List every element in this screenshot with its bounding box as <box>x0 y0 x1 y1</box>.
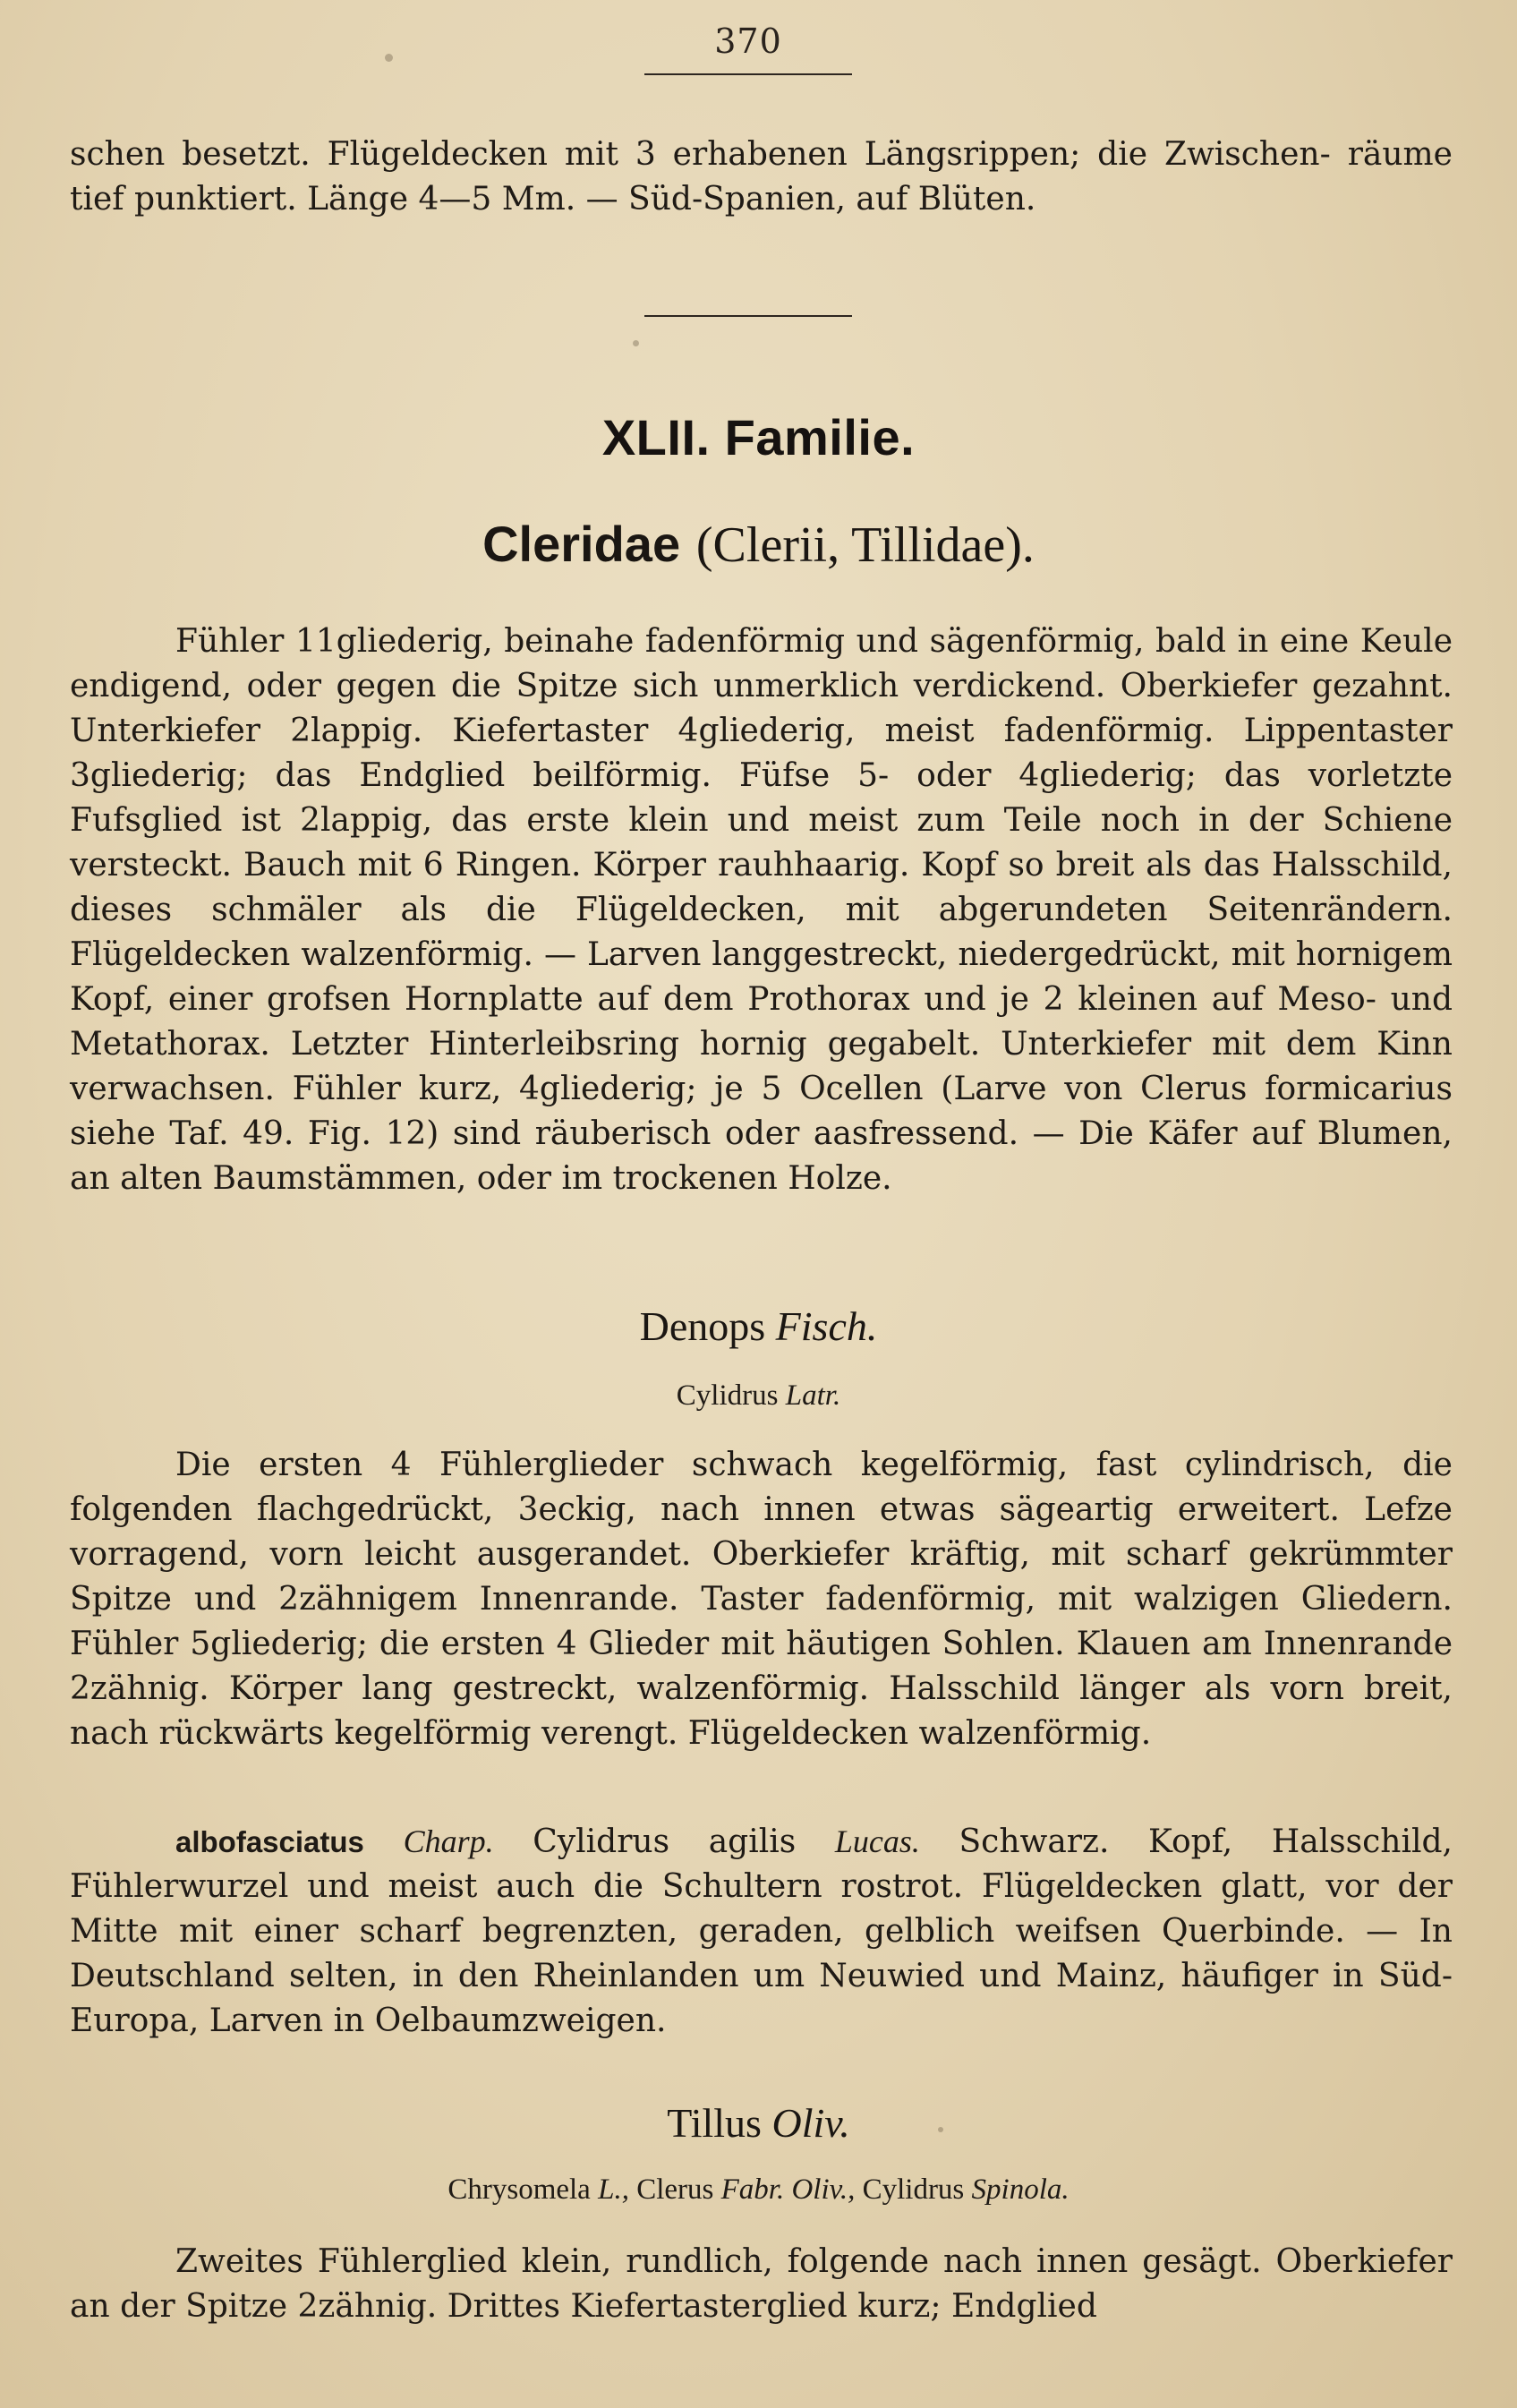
header-rule <box>644 73 852 75</box>
synonym-author: L., <box>598 2173 629 2206</box>
species-synonym: Cylidrus agilis <box>533 1823 797 1860</box>
genus-synonyms-denops <box>0 1379 1517 1413</box>
section-rule <box>644 315 852 317</box>
tillus-description-text: Zweites Fühlerglied klein, rundlich, folgende nach innen gesägt. Oberkiefer an der Spitze 2zähnig. Drittes Kiefertasterglied kurz; Endglied <box>70 2243 1453 2325</box>
synonym-author: Fabr. Oliv., <box>720 2173 856 2206</box>
genus-heading-tillus <box>0 2099 1517 2147</box>
family-heading: XLII. Familie. <box>601 409 916 465</box>
synonym-name: Cylidrus <box>862 2173 965 2206</box>
synonym-name: Clerus <box>636 2173 714 2206</box>
genus-synonyms-tillus <box>0 2173 1517 2207</box>
tillus-description <box>70 2240 1453 2329</box>
paper-spot <box>385 54 393 62</box>
synonym-name: Cylidrus <box>676 1379 779 1412</box>
genus-author: Fisch. <box>775 1303 878 1349</box>
intro-line-1: schen besetzt. Flügeldecken mit 3 erhabenen Längsrippen; die Zwischen- <box>70 136 1331 173</box>
denops-description <box>70 1443 1453 1756</box>
intro-paragraph <box>70 132 1453 222</box>
genus-heading-denops <box>0 1302 1517 1350</box>
denops-description-text: Die ersten 4 Fühlerglieder schwach kegelförmig, fast cylindrisch, die folgenden flachgedrückt, 3eckig, nach innen etwas sägeartig erweitert. Lefze vorragend, vorn leicht ausgerandet. Oberkiefer kräftig, mit scharf gekrümmter Spitze und 2zähnigem Innenrande. Taster fadenförmig, mit walzigen Gliedern. Fühler 5gliederig; die ersten 4 Glieder mit häutigen Sohlen. Klauen am Innenrande 2zähnig. Körper lang gestreckt, walzenförmig. Halsschild länger als vorn breit, nach rückwärts kegelförmig verengt. Flügeldecken walzenförmig. <box>70 1447 1453 1752</box>
synonym-name: Chrysomela <box>447 2173 591 2206</box>
species-entry <box>70 1819 1453 2044</box>
genus-author: Oliv. <box>771 2100 850 2146</box>
intro-line-2: räume tief punktiert. Länge 4—5 Mm. — Süd-Spanien, auf Blüten. <box>70 136 1453 218</box>
family-description-text: Fühler 11gliederig, beinahe fadenförmig und sägenförmig, bald in eine Keule endigend, oder gegen die Spitze sich unmerklich verdickend. Oberkiefer gezahnt. Unterkiefer 2lappig. Kiefertaster 4gliederig, meist fadenförmig. Lippentaster 3gliederig; das Endglied beilförmig. Füfse 5- oder 4gliederig; das vorletzte Fufsglied ist 2lappig, das erste klein und meist zum Teile noch in der Schiene versteckt. Bauch mit 6 Ringen. Körper rauhhaarig. Kopf so breit als das Halsschild, dieses schmäler als die Flügeldecken, mit abgerundeten Seitenrändern. Flügeldecken walzenförmig. — Larven langgestreckt, niedergedrückt, mit hornigem Kopf, einer grofsen Hornplatte auf dem Prothorax und je 2 kleinen auf Meso- und Metathorax. Letzter Hinterleibsring hornig gegabelt. Unterkiefer mit dem Kinn verwachsen. Fühler kurz, 4gliederig; je 5 Ocellen (Larve von Clerus formicarius siehe Taf. 49. Fig. 12) sind räuberisch oder aasfressend. — Die Käfer auf Blumen, an alten Baumstämmen, oder im trockenen Holze. <box>70 623 1453 1197</box>
page-number: 370 <box>714 21 782 61</box>
synonym-author: Latr. <box>785 1379 841 1412</box>
family-title <box>0 515 1517 574</box>
family-synonyms: (Clerii, Tillidae). <box>695 517 1035 573</box>
family-name: Cleridae <box>482 516 681 572</box>
genus-name: Tillus <box>667 2100 762 2146</box>
family-description <box>70 619 1453 1201</box>
synonym-author: Spinola. <box>971 2173 1070 2206</box>
species-name: albofasciatus <box>175 1825 364 1858</box>
species-description: Schwarz. Kopf, Halsschild, Fühlerwurzel und meist auch die Schultern rostrot. Flügeldecken glatt, vor der Mitte mit einer scharf begrenzten, geraden, gelblich weifsen Querbinde. — In Deutschland selten, in den Rheinlanden um Neuwied und Mainz, häufiger in Süd-Europa, Larven in Oelbaumzweigen. <box>70 1823 1453 2039</box>
genus-name: Denops <box>639 1303 766 1349</box>
species-author: Charp. <box>403 1823 494 1859</box>
species-synonym-author: Lucas. <box>834 1823 920 1859</box>
paper-spot <box>633 340 639 346</box>
